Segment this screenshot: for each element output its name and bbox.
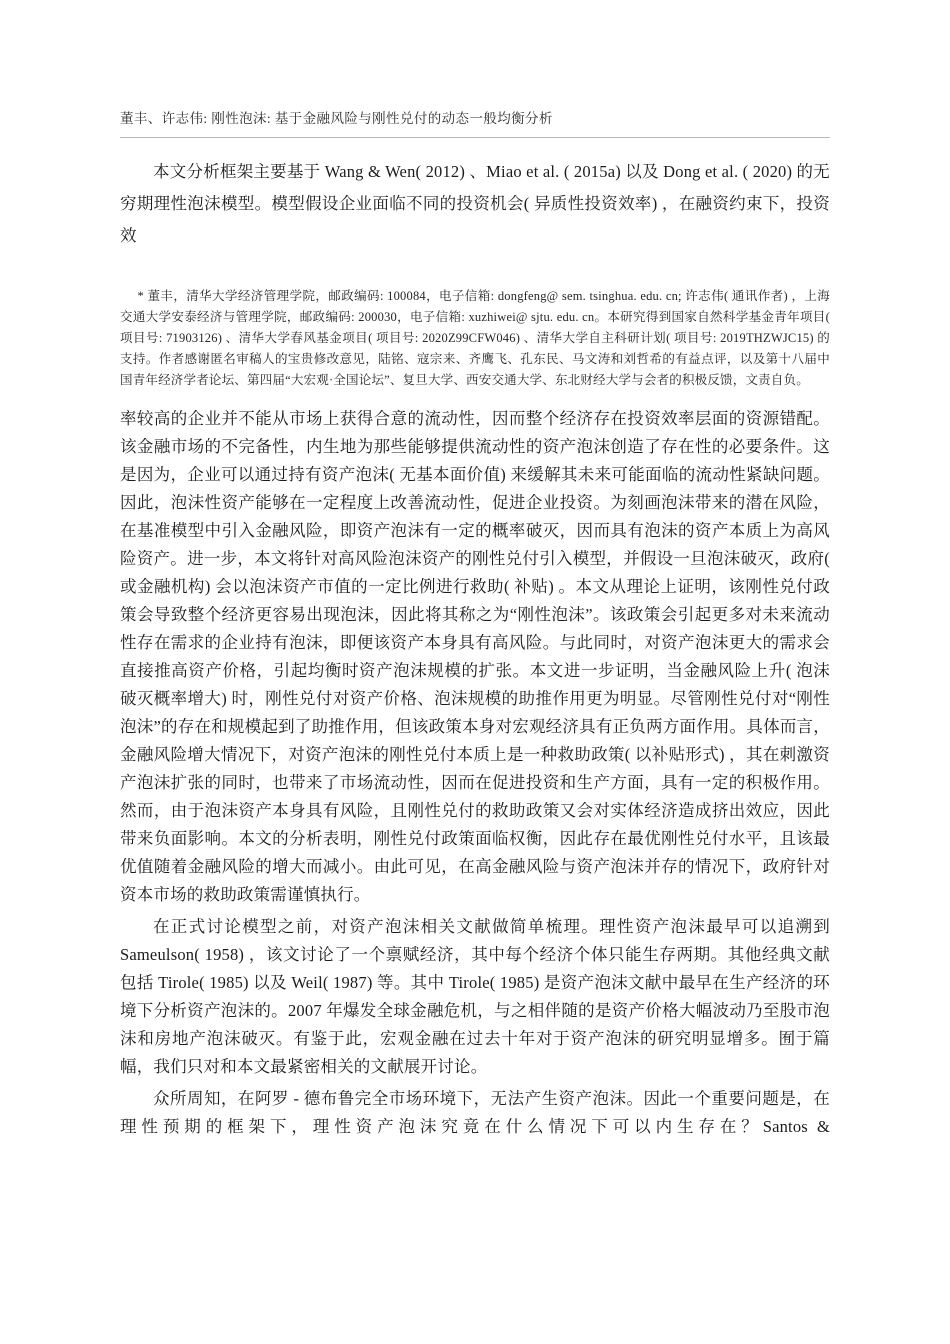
footnote-text: * 董丰，清华大学经济管理学院，邮政编码: 100084，电子信箱: dongfeng@ sem. tsinghua. edu. cn; 许志伟( 通讯作者) ，上海交通大学安泰经济与管理学院，邮政编码: 200030，电子信箱: xuzhiwei@ sjtu. edu. cn。本研究得到国家自然科学基金青年项目( 项目号: 71903126) 、清华大学春风基金项目( 项目号: 2020Z99CFW046) 、清华大学自主科研计划( 项目号: 2019THZWJC15) 的支持。作者感谢匿名审稿人的宝贵修改意见，陆铭、寇宗来、齐鹰飞、孔东民、马文涛和刘哲希的有益点评，以及第十八届中国青年经济学者论坛、第四届“大宏观·全国论坛”、复旦大学、西安交通大学、东北财经大学与会者的积极反馈，文责自负。 — [120, 289, 830, 387]
body-paragraph: 众所周知，在阿罗 - 德布鲁完全市场环境下，无法产生资产泡沫。因此一个重要问题是，在理性预期的框架下，理性资产泡沫究竟在什么情况下可以内生存在？Santos & — [120, 1089, 830, 1136]
article-body — [120, 405, 830, 1141]
running-title: 董丰、许志伟: 刚性泡沫: 基于金融风险与刚性兑付的动态一般均衡分析 — [120, 111, 553, 126]
footnote-block — [120, 286, 830, 391]
body-paragraph: 率较高的企业并不能从市场上获得合意的流动性，因而整个经济存在投资效率层面的资源错配。该金融市场的不完备性，内生地为那些能够提供流动性的资产泡沫创造了存在性的必要条件。这是因为，企业可以通过持有资产泡沫( 无基本面价值) 来缓解其未来可能面临的流动性紧缺问题。因此，泡沫性资产能够在一定程度上改善流动性，促进企业投资。为刻画泡沫带来的潜在风险，在基准模型中引入金融风险，即资产泡沫有一定的概率破灭，因而具有泡沫的资产本质上为高风险资产。进一步，本文将针对高风险泡沫资产的刚性兑付引入模型，并假设一旦泡沫破灭，政府( 或金融机构) 会以泡沫资产市值的一定比例进行救助( 补贴) 。本文从理论上证明，该刚性兑付政策会导致整个经济更容易出现泡沫，因此将其称之为“刚性泡沫”。该政策会引起更多对未来流动性存在需求的企业持有泡沫，即便该资产本身具有高风险。与此同时，对资产泡沫更大的需求会直接推高资产价格，引起均衡时资产泡沫规模的扩张。本文进一步证明，当金融风险上升( 泡沫破灭概率增大) 时，刚性兑付对资产价格、泡沫规模的助推作用更为明显。尽管刚性兑付对“刚性泡沫”的存在和规模起到了助推作用，但该政策本身对宏观经济具有正负两方面作用。具体而言，金融风险增大情况下，对资产泡沫的刚性兑付本质上是一种救助政策( 以补贴形式) ，其在刺激资产泡沫扩张的同时，也带来了市场流动性，因而在促进投资和生产方面，具有一定的积极作用。然而，由于泡沫资产本身具有风险，且刚性兑付的救助政策又会对实体经济造成挤出效应，因此带来负面影响。本文的分析表明，刚性兑付政策面临权衡，因此存在最优刚性兑付水平，且该最优值随着金融风险的增大而减小。由此可见，在高金融风险与资产泡沫并存的情况下，政府针对资本市场的救助政策需谨慎执行。 — [120, 409, 830, 904]
intro-paragraph: 本文分析框架主要基于 Wang & Wen( 2012) 、Miao et al. ( 2015a) 以及 Dong et al. ( 2020) 的无穷期理性泡沫模型。模型假设企业面临不同的投资机会( 异质性投资效率) ，在融资约束下，投资效 — [120, 162, 830, 245]
running-header — [120, 110, 830, 138]
header-divider — [120, 137, 830, 138]
body-paragraph: 在正式讨论模型之前，对资产泡沫相关文献做简单梳理。理性资产泡沫最早可以追溯到 Sameulson( 1958) ，该文讨论了一个禀赋经济，其中每个经济个体只能生存两期。其他经典文献包括 Tirole( 1985) 以及 Weil( 1987) 等。其中 Tirole( 1985) 是资产泡沫文献中最早在生产经济的环境下分析资产泡沫的。2007 年爆发全球金融危机，与之相伴随的是资产价格大幅波动乃至股市泡沫和房地产泡沫破灭。有鉴于此，宏观金融在过去十年对于资产泡沫的研究明显增多。囿于篇幅，我们只对和本文最紧密相关的文献展开讨论。 — [120, 917, 830, 1076]
